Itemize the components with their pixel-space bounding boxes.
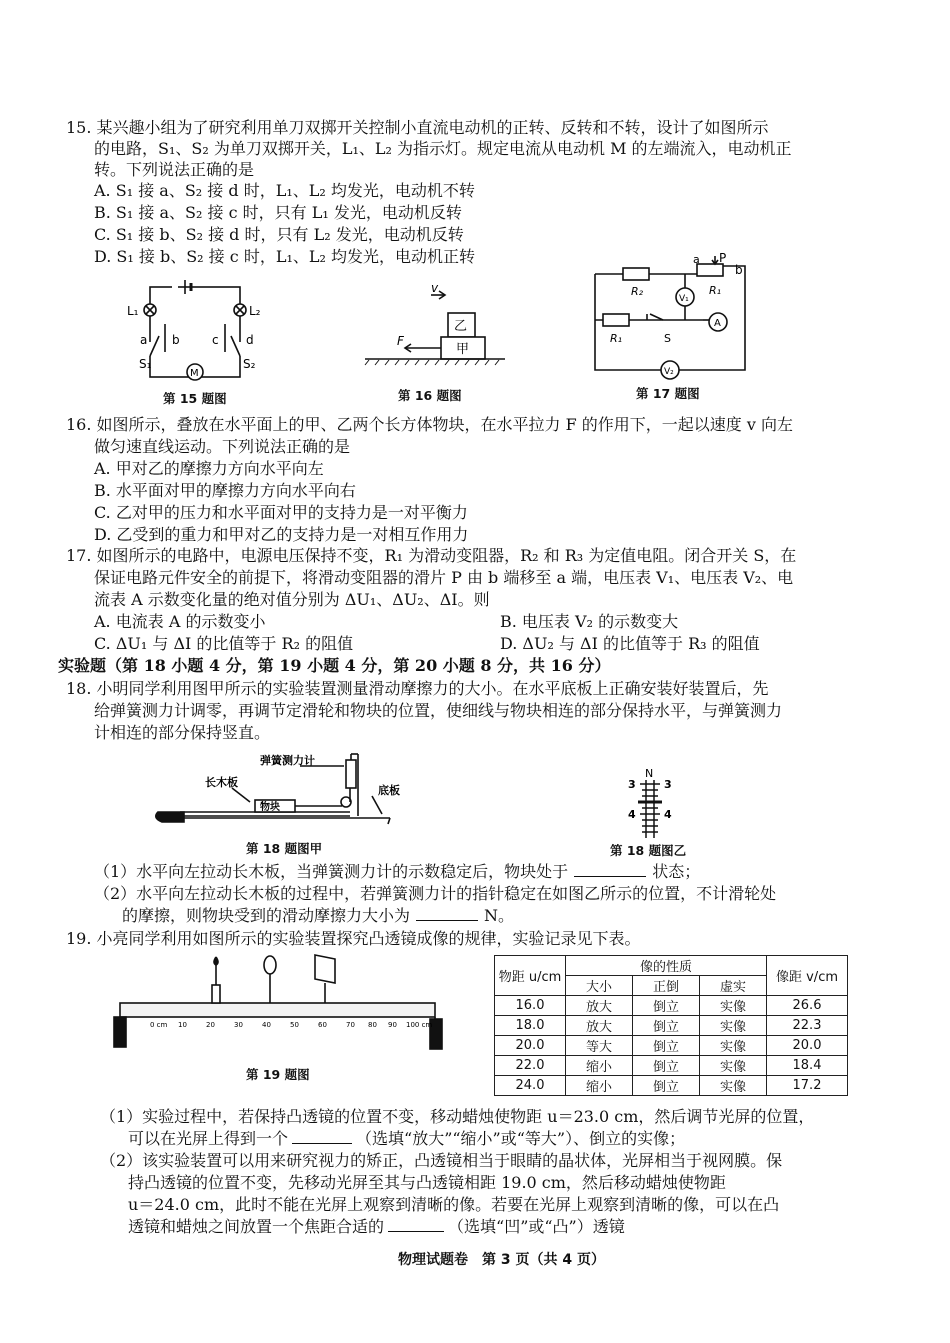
q18-part2-answer-blank[interactable]: [416, 906, 478, 921]
table-row: [495, 1036, 848, 1056]
q18-part1-answer-blank[interactable]: [574, 862, 646, 877]
ruler-label-60: 60: [318, 1021, 327, 1029]
q19-part1-text: 可以在光屏上得到一个: [128, 1129, 289, 1148]
switch-s1-label: S₁: [139, 357, 152, 371]
q18-figure-b-caption: 第 18 题图乙: [610, 843, 687, 858]
q18-stem-line1: 18. 小明同学利用图甲所示的实验装置测量滑动摩擦力的大小。在水平底板上正确安装好装置后，先: [66, 679, 769, 698]
q16-option-a: A. 甲对乙的摩擦力方向水平向左: [94, 459, 324, 478]
resistor-r1-bottom-label: R₁: [610, 332, 623, 345]
q16-figure-caption: 第 16 题图: [398, 388, 462, 403]
rheostat-r1-label: R₁: [709, 284, 722, 297]
table-cell: 22.0: [495, 1056, 566, 1076]
q18-part2-line2: [122, 906, 514, 926]
force-f-label: F: [397, 334, 404, 348]
table-row: [495, 996, 848, 1016]
q18-part1-suffix: 状态；: [652, 862, 701, 881]
q18-part2-unit: N。: [484, 906, 515, 925]
table-row: [495, 1016, 848, 1036]
table-cell: 倒立: [633, 1036, 700, 1056]
base-board-label: 底板: [378, 784, 400, 797]
section-heading: 实验题（第 18 小题 4 分，第 19 小题 4 分，第 20 小题 8 分，共 16 分）: [58, 656, 611, 675]
q17-circuit-figure: [585, 252, 755, 382]
q19-part2-answer-blank[interactable]: [388, 1217, 444, 1232]
q18-stem-line2: 给弹簧测力计调零，再调节定滑轮和物块的位置，使细线与物块相连的部分保持水平，与弹簧测力: [94, 701, 783, 720]
table-cell: 倒立: [633, 1016, 700, 1036]
table-cell: 22.3: [767, 1016, 848, 1036]
block-label: 物块: [260, 802, 280, 813]
q17-option-a: A. 电流表 A 的示数变小: [94, 612, 266, 631]
resistor-r2-label: R₂: [631, 285, 644, 298]
header-real-virtual: 虚实: [700, 976, 767, 996]
q18-part1: [94, 862, 700, 882]
end-b-label: b: [735, 263, 743, 277]
q17-option-d: D. ΔU₂ 与 ΔI 的比值等于 R₃ 的阻值: [500, 634, 760, 653]
q19-part2-line3: u＝24.0 cm，此时不能在光屏上观察到清晰的像。若要在光屏上观察到清晰的像，可以在凸: [128, 1195, 780, 1214]
q15-option-a: A. S₁ 接 a、S₂ 接 d 时，L₁、L₂ 均发光，电动机不转: [94, 181, 475, 200]
contact-b-label: b: [172, 333, 180, 347]
header-orientation: 正倒: [633, 976, 700, 996]
q18-part1-text: （1）水平向左拉动长木板，当弹簧测力计的示数稳定后，物块处于: [94, 862, 569, 881]
table-cell: 实像: [700, 1056, 767, 1076]
q17-stem-line2: 保证电路元件安全的前提下，将滑动变阻器的滑片 P 由 b 端移至 a 端，电压表 V₁、电压表 V₂、电: [94, 568, 794, 587]
table-cell: 放大: [566, 996, 633, 1016]
q16-option-b: B. 水平面对甲的摩擦力方向水平向右: [94, 481, 356, 500]
ruler-label-30: 30: [234, 1021, 243, 1029]
q15-circuit-figure: [125, 272, 275, 387]
newton-unit-label: N: [645, 767, 654, 780]
ruler-label-50: 50: [290, 1021, 299, 1029]
q17-stem-line3: 流表 A 示数变化量的绝对值分别为 ΔU₁、ΔU₂、ΔI。则: [94, 590, 490, 609]
q15-stem-line3: 转。下列说法正确的是: [94, 160, 255, 179]
block-jia-label: 甲: [456, 342, 470, 357]
table-cell: 26.6: [767, 996, 848, 1016]
table-cell: 实像: [700, 1016, 767, 1036]
q19-figure-caption: 第 19 题图: [246, 1067, 310, 1082]
q18-part2-text: 的摩擦，则物块受到的滑动摩擦力大小为: [122, 906, 411, 925]
spring-scale-label: 弹簧测力计: [260, 754, 315, 767]
q19-part2-hint: （选填“凹”或“凸”）透镜: [448, 1217, 625, 1236]
lamp-l2-label: L₂: [249, 304, 261, 318]
q16-option-d: D. 乙受到的重力和甲对乙的支持力是一对相互作用力: [94, 525, 469, 544]
header-size: 大小: [566, 976, 633, 996]
q16-stem-line2: 做匀速直线运动。下列说法正确的是: [94, 437, 351, 456]
ruler-label-10: 10: [178, 1021, 187, 1029]
q19-stem: 19. 小亮同学利用如图所示的实验装置探究凸透镜成像的规律，实验记录见下表。: [66, 929, 641, 948]
slider-p-label: P: [719, 251, 727, 265]
q19-part2-line4: [128, 1217, 625, 1237]
q17-option-b: B. 电压表 V₂ 的示数变大: [500, 612, 679, 631]
ruler-label-0: 0 cm: [150, 1021, 168, 1029]
header-image-nature: 像的性质: [566, 956, 767, 976]
ruler-label-90: 90: [388, 1021, 397, 1029]
table-cell: 17.2: [767, 1076, 848, 1096]
tick-3-right: 3: [664, 778, 672, 791]
ruler-label-70: 70: [346, 1021, 355, 1029]
table-cell: 实像: [700, 1076, 767, 1096]
q15-stem-line2: 的电路，S₁、S₂ 为单刀双掷开关，L₁、L₂ 为指示灯。规定电流从电动机 M 的左端流入，电动机正: [94, 139, 792, 158]
ruler-label-20: 20: [206, 1021, 215, 1029]
q16-blocks-figure: [365, 281, 505, 365]
contact-d-label: d: [246, 333, 254, 347]
q18-figure-a-caption: 第 18 题图甲: [246, 841, 323, 856]
tick-4-right: 4: [664, 808, 672, 821]
q19-optical-bench-figure: [110, 955, 450, 1055]
q15-option-d: D. S₁ 接 b、S₂ 接 c 时，L₁、L₂ 均发光，电动机正转: [94, 247, 475, 266]
table-cell: 缩小: [566, 1056, 633, 1076]
q19-part2-line1: （2）该实验装置可以用来研究视力的矫正，凸透镜相当于眼睛的晶状体，光屏相当于视网膜。保: [100, 1151, 783, 1170]
table-cell: 实像: [700, 1036, 767, 1056]
q15-option-b: B. S₁ 接 a、S₂ 接 c 时，只有 L₁ 发光，电动机反转: [94, 203, 462, 222]
table-cell: 18.0: [495, 1016, 566, 1036]
contact-a-label: a: [140, 333, 148, 347]
table-cell: 等大: [566, 1036, 633, 1056]
table-cell: 实像: [700, 996, 767, 1016]
q16-option-c: C. 乙对甲的压力和水平面对甲的支持力是一对平衡力: [94, 503, 468, 522]
motor-m-label: M: [190, 368, 199, 379]
q19-part1-answer-blank[interactable]: [292, 1129, 352, 1144]
tick-4-left: 4: [628, 808, 636, 821]
q19-part2-text: 透镜和蜡烛之间放置一个焦距合适的: [128, 1217, 385, 1236]
table-row: [495, 1056, 848, 1076]
header-object-distance: 物距 u/cm: [495, 956, 566, 996]
voltmeter-v2-label: V₂: [664, 367, 674, 377]
switch-s-label: S: [664, 332, 671, 345]
q18-apparatus-figure: [150, 752, 420, 832]
table-cell: 18.4: [767, 1056, 848, 1076]
long-board-label: 长木板: [205, 776, 238, 789]
table-cell: 倒立: [633, 1076, 700, 1096]
ruler-label-80: 80: [368, 1021, 377, 1029]
q15-option-c: C. S₁ 接 b、S₂ 接 d 时，只有 L₂ 发光，电动机反转: [94, 225, 464, 244]
header-image-distance: 像距 v/cm: [767, 956, 848, 996]
q15-figure-caption: 第 15 题图: [163, 391, 227, 406]
ruler-label-40: 40: [262, 1021, 271, 1029]
table-cell: 24.0: [495, 1076, 566, 1096]
tick-3-left: 3: [628, 778, 636, 791]
q19-part1-line2: [128, 1129, 685, 1149]
q18-stem-line3: 计相连的部分保持竖直。: [94, 723, 271, 742]
voltmeter-v1-label: V₁: [679, 294, 689, 304]
q18-part2-line1: （2）水平向左拉动长木板的过程中，若弹簧测力计的指针稳定在如图乙所示的位置，不计滑轮处: [94, 884, 777, 903]
q19-part1-hint: （选填“放大”“缩小”或“等大”）、倒立的实像；: [356, 1129, 686, 1148]
table-row: [495, 1076, 848, 1096]
contact-c-label: c: [212, 333, 219, 347]
table-cell: 放大: [566, 1016, 633, 1036]
block-yi-label: 乙: [454, 319, 468, 334]
q18-scale-reading-figure: [620, 767, 680, 842]
q17-stem-line1: 17. 如图所示的电路中，电源电压保持不变，R₁ 为滑动变阻器，R₂ 和 R₃ 为定值电阻。闭合开关 S，在: [66, 546, 797, 565]
ruler-label-100: 100 cm: [406, 1021, 433, 1029]
q19-part2-line2: 持凸透镜的位置不变，先移动光屏至其与凸透镜相距 19.0 cm，然后移动蜡烛使物距: [128, 1173, 726, 1192]
table-cell: 20.0: [767, 1036, 848, 1056]
page-footer: 物理试题卷 第 3 页（共 4 页）: [398, 1252, 605, 1268]
table-cell: 20.0: [495, 1036, 566, 1056]
q19-experiment-table: [494, 955, 848, 1096]
table-cell: 倒立: [633, 996, 700, 1016]
q17-figure-caption: 第 17 题图: [636, 386, 700, 401]
end-a-label: a: [693, 253, 700, 266]
table-cell: 倒立: [633, 1056, 700, 1076]
q16-stem-line1: 16. 如图所示，叠放在水平面上的甲、乙两个长方体物块，在水平拉力 F 的作用下，一起以速度 v 向左: [66, 415, 794, 434]
table-cell: 16.0: [495, 996, 566, 1016]
q15-stem-line1: 15. 某兴趣小组为了研究利用单刀双掷开关控制小直流电动机的正转、反转和不转，设计了如图所示: [66, 118, 769, 137]
table-cell: 缩小: [566, 1076, 633, 1096]
q19-part1-line1: （1）实验过程中，若保持凸透镜的位置不变，移动蜡烛使物距 u＝23.0 cm，然后调节光屏的位置，: [100, 1107, 815, 1126]
switch-s2-label: S₂: [243, 357, 256, 371]
q17-option-c: C. ΔU₁ 与 ΔI 的比值等于 R₂ 的阻值: [94, 634, 354, 653]
velocity-label: v: [431, 281, 439, 295]
lamp-l1-label: L₁: [127, 304, 139, 318]
ammeter-a-label: A: [714, 318, 721, 329]
